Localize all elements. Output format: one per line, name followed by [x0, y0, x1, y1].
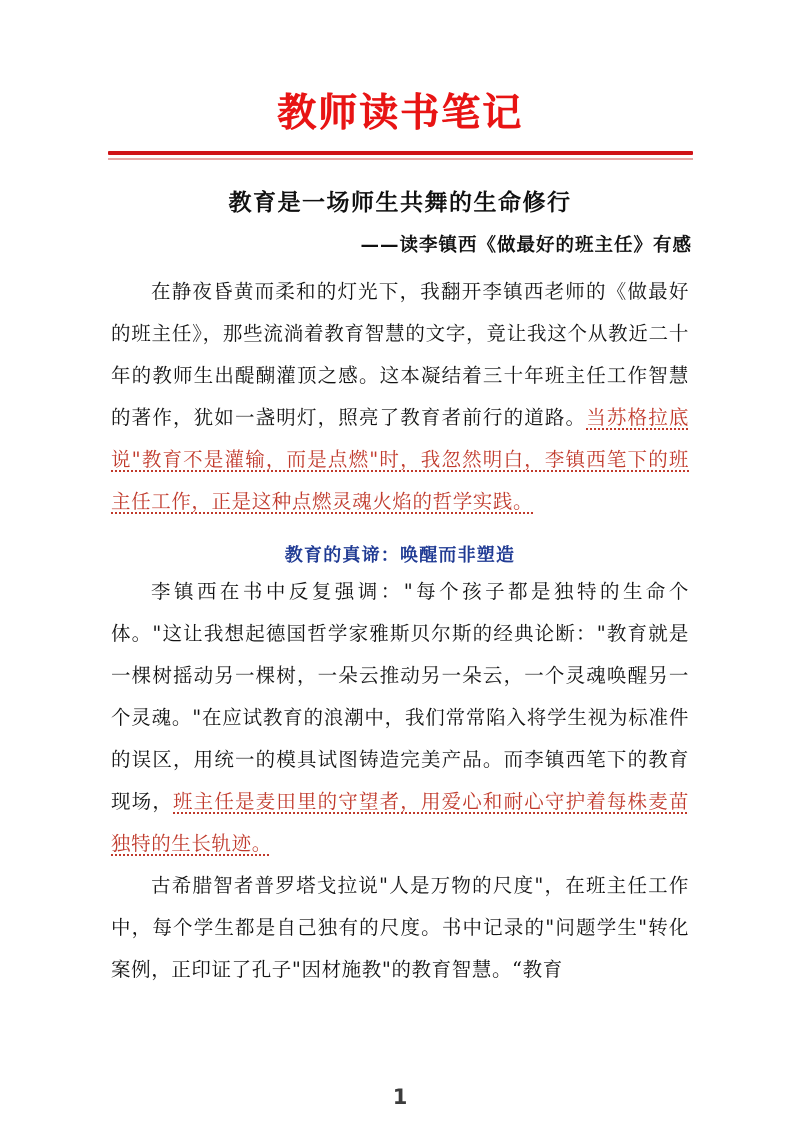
article-headline: 教育是一场师生共舞的生命修行	[228, 188, 572, 216]
article-attribution: ——读李镇西《做最好的班主任》有感	[360, 234, 692, 256]
page-title: 教师读书笔记	[276, 91, 523, 136]
paragraph-2-plain-text: 李镇西在书中反复强调："每个孩子都是独特的生命个体。"这让我想起德国哲学家雅斯贝尔斯的经典论断："教育就是一棵树摇动另一棵树，一朵云推动另一朵云，一个灵魂唤醒另一个灵魂。"在应试教育的浪潮中，我们常常陷入将学生视为标准件的误区，用统一的模具试图铸造完美产品。而李镇西笔下的教育现场，	[111, 579, 689, 813]
page-number: 1	[392, 1085, 408, 1109]
paragraph-1-highlighted-text: 当苏格拉底说"教育不是灌输，而是点燃"时，我忽然明白，李镇西笔下的班主任工作，正是这种点燃灵魂火焰的哲学实践。	[111, 405, 689, 513]
paragraph-2-highlighted-text: 班主任是麦田里的守望者，用爱心和耐心守护着每株麦苗独特的生长轨迹。	[111, 789, 689, 855]
title-divider	[108, 151, 693, 160]
article-body	[111, 271, 689, 991]
paragraph-3-plain-text: 古希腊智者普罗塔戈拉说"人是万物的尺度"，在班主任工作中，每个学生都是自己独有的尺度。书中记录的"问题学生"转化案例，正印证了孔子"因材施教"的教育智慧。“教育	[111, 873, 689, 981]
paragraph-3	[111, 865, 689, 991]
masthead	[0, 0, 800, 160]
section-heading-awakening: 教育的真谛：唤醒而非塑造	[284, 544, 516, 566]
paragraph-1	[111, 271, 689, 523]
paragraph-2	[111, 571, 689, 865]
divider-thin-line	[108, 158, 693, 160]
paragraph-1-plain-text: 在静夜昏黄而柔和的灯光下，我翻开李镇西老师的《做最好的班主任》，那些流淌着教育智慧的文字，竟让我这个从教近二十年的教师生出醍醐灌顶之感。这本凝结着三十年班主任工作智慧的著作，犹如一盏明灯，照亮了教育者前行的道路。	[111, 279, 689, 429]
